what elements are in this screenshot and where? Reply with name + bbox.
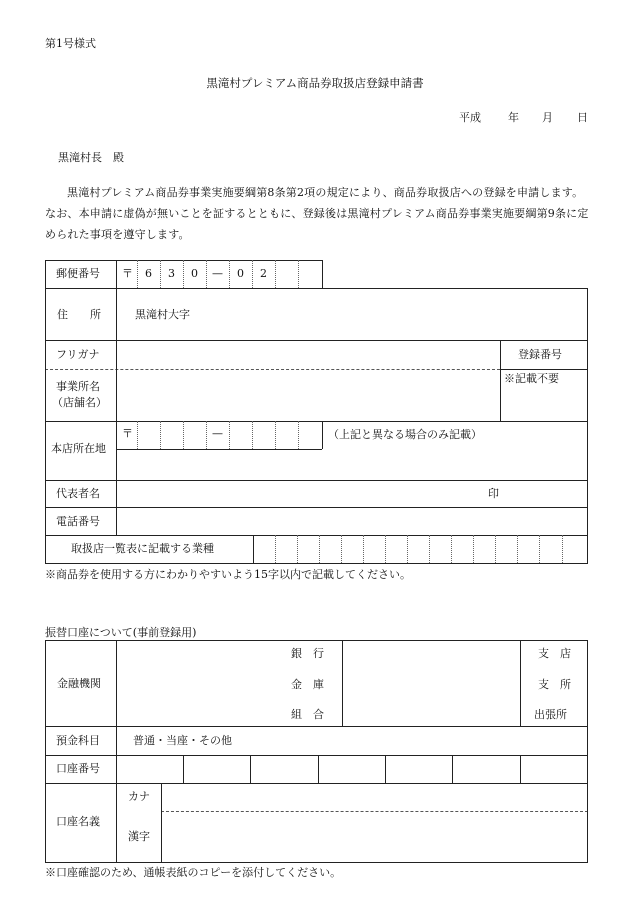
head-office-note: （上記と異なる場合のみ記載） <box>328 428 482 441</box>
institution-label: 金融機関 <box>57 677 101 690</box>
head-office-postal-mark: 〒 <box>122 427 133 440</box>
branch-type-option[interactable]: 出張所 <box>534 708 567 721</box>
address-label: 住 所 <box>57 308 101 321</box>
furigana-field[interactable] <box>117 341 499 368</box>
representative-field[interactable] <box>117 481 586 506</box>
bank-section-title: 振替口座について(事前登録用) <box>45 626 197 639</box>
branch-type-option[interactable]: 支 店 <box>538 647 571 660</box>
bank-type-option[interactable]: 金 庫 <box>291 678 324 691</box>
date-month: 月 <box>542 111 553 124</box>
head-office-address-field[interactable] <box>117 450 586 479</box>
bank-note: ※口座確認のため、通帳表紙のコピーを添付してください。 <box>45 866 342 879</box>
postal-dash: — <box>212 267 223 280</box>
business-type-note: ※商品券を使用する方にわかりやすいよう15字以内で記載してください。 <box>45 568 411 581</box>
bank-type-option[interactable]: 銀 行 <box>291 647 324 660</box>
office-name-field[interactable] <box>117 370 499 420</box>
form-number: 第1号様式 <box>45 37 96 50</box>
postal-mark: 〒 <box>122 267 133 280</box>
furigana-label: フリガナ <box>56 348 100 361</box>
account-name-kana-field[interactable] <box>162 784 586 810</box>
postal-digit[interactable]: 6 <box>145 267 152 280</box>
kanji-label: 漢字 <box>128 830 150 843</box>
bank-type-option[interactable]: 組 合 <box>291 708 324 721</box>
business-type-label: 取扱店一覧表に記載する業種 <box>71 542 214 555</box>
head-office-label: 本店所在地 <box>51 442 106 455</box>
registration-note: ※記載不要 <box>504 372 559 385</box>
phone-field[interactable] <box>117 508 586 534</box>
branch-type-option[interactable]: 支 所 <box>538 678 571 691</box>
account-type-options[interactable]: 普通・当座・その他 <box>133 734 232 747</box>
date-era: 平成 <box>459 111 481 124</box>
account-name-kanji-field[interactable] <box>162 812 586 861</box>
postal-digit[interactable]: 0 <box>237 267 244 280</box>
registration-number-label: 登録番号 <box>518 348 562 361</box>
account-type-label: 預金科目 <box>56 734 100 747</box>
branch-name-field[interactable] <box>343 641 519 725</box>
office-name-label: 事業所名 <box>56 380 100 393</box>
business-type-field[interactable] <box>254 536 586 562</box>
head-office-postal-dash: — <box>212 427 223 440</box>
postal-label: 郵便番号 <box>56 267 100 280</box>
bank-name-field[interactable] <box>117 641 285 725</box>
date-day: 日 <box>577 111 588 124</box>
kana-label: カナ <box>128 790 150 803</box>
account-number-label: 口座番号 <box>56 762 100 775</box>
page-title: 黒滝村プレミアム商品券取扱店登録申請書 <box>206 76 424 90</box>
office-name-sublabel: （店舗名） <box>52 396 107 409</box>
seal-mark: 印 <box>488 487 499 500</box>
account-name-label: 口座名義 <box>56 815 100 828</box>
address-field[interactable]: 黒滝村大字 <box>135 308 190 321</box>
body-text: 黒滝村プレミアム商品券事業実施要綱第8条第2項の規定により、商品券取扱店への登録を申請します。なお、本申請に虚偽が無いことを証するとともに、登録後は黒滝村プレミアム商品券事業実施要綱第9条に定められた事項を遵守します。 <box>45 186 589 241</box>
date-year: 年 <box>508 111 519 124</box>
representative-label: 代表者名 <box>56 487 100 500</box>
postal-digit[interactable]: 2 <box>260 267 267 280</box>
addressee: 黒滝村長 殿 <box>58 151 124 164</box>
account-number-field[interactable] <box>117 756 586 782</box>
phone-label: 電話番号 <box>56 515 100 528</box>
postal-digit[interactable]: 3 <box>168 267 175 280</box>
postal-digit[interactable]: 0 <box>191 267 198 280</box>
